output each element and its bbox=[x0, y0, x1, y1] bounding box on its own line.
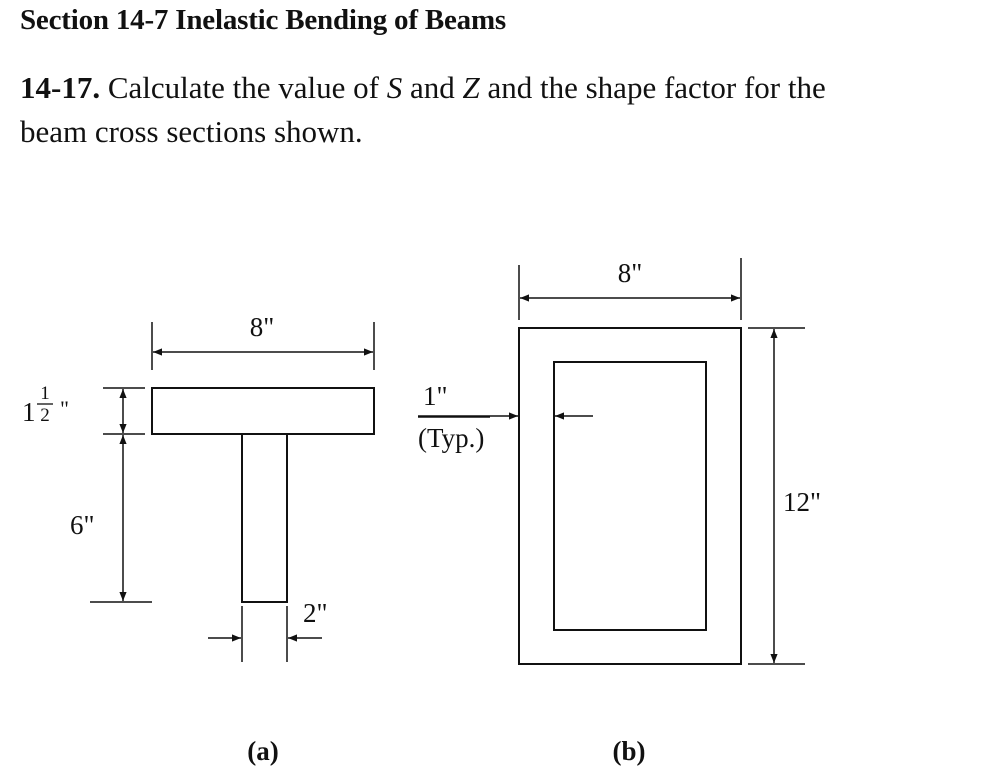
flange-thickness-unit: " bbox=[60, 396, 69, 421]
variable-z: Z bbox=[462, 70, 480, 105]
flange-thickness-whole: 1 bbox=[22, 397, 36, 427]
flange-thickness-numerator: 1 bbox=[40, 383, 50, 404]
tee-flange bbox=[152, 388, 374, 434]
problem-number: 14-17. bbox=[20, 70, 101, 105]
figure-b-dimensions bbox=[418, 258, 805, 664]
variable-s: S bbox=[386, 70, 403, 105]
problem-text-and: and bbox=[402, 70, 463, 105]
tee-width-label: 8" bbox=[249, 312, 275, 342]
figure-a-tee-section bbox=[152, 388, 374, 602]
tee-web bbox=[242, 434, 287, 602]
web-width-label: 2" bbox=[303, 598, 328, 628]
section-title: Section 14-7 Inelastic Bending of Beams bbox=[20, 4, 507, 36]
problem-text-start: Calculate the value of bbox=[107, 70, 387, 105]
box-width-label: 8" bbox=[617, 258, 643, 288]
box-height-label: 12" bbox=[783, 487, 822, 517]
flange-thickness-denominator: 2 bbox=[40, 405, 50, 426]
flange-thickness-label bbox=[22, 383, 69, 427]
problem-text-line1-end: and the shape factor for the bbox=[479, 70, 826, 105]
wall-thickness-label: 1" bbox=[423, 381, 448, 411]
figure-b-box-section bbox=[519, 328, 741, 664]
problem-text-line2: beam cross sections shown. bbox=[20, 114, 363, 149]
box-inner-cavity bbox=[554, 362, 706, 630]
figure-a-dimensions bbox=[90, 322, 374, 662]
caption-a: (a) bbox=[247, 736, 279, 766]
web-height-label: 6" bbox=[70, 510, 95, 540]
caption-b: (b) bbox=[612, 736, 646, 766]
wall-thickness-note: (Typ.) bbox=[418, 423, 485, 453]
box-outer-wall bbox=[519, 328, 741, 664]
